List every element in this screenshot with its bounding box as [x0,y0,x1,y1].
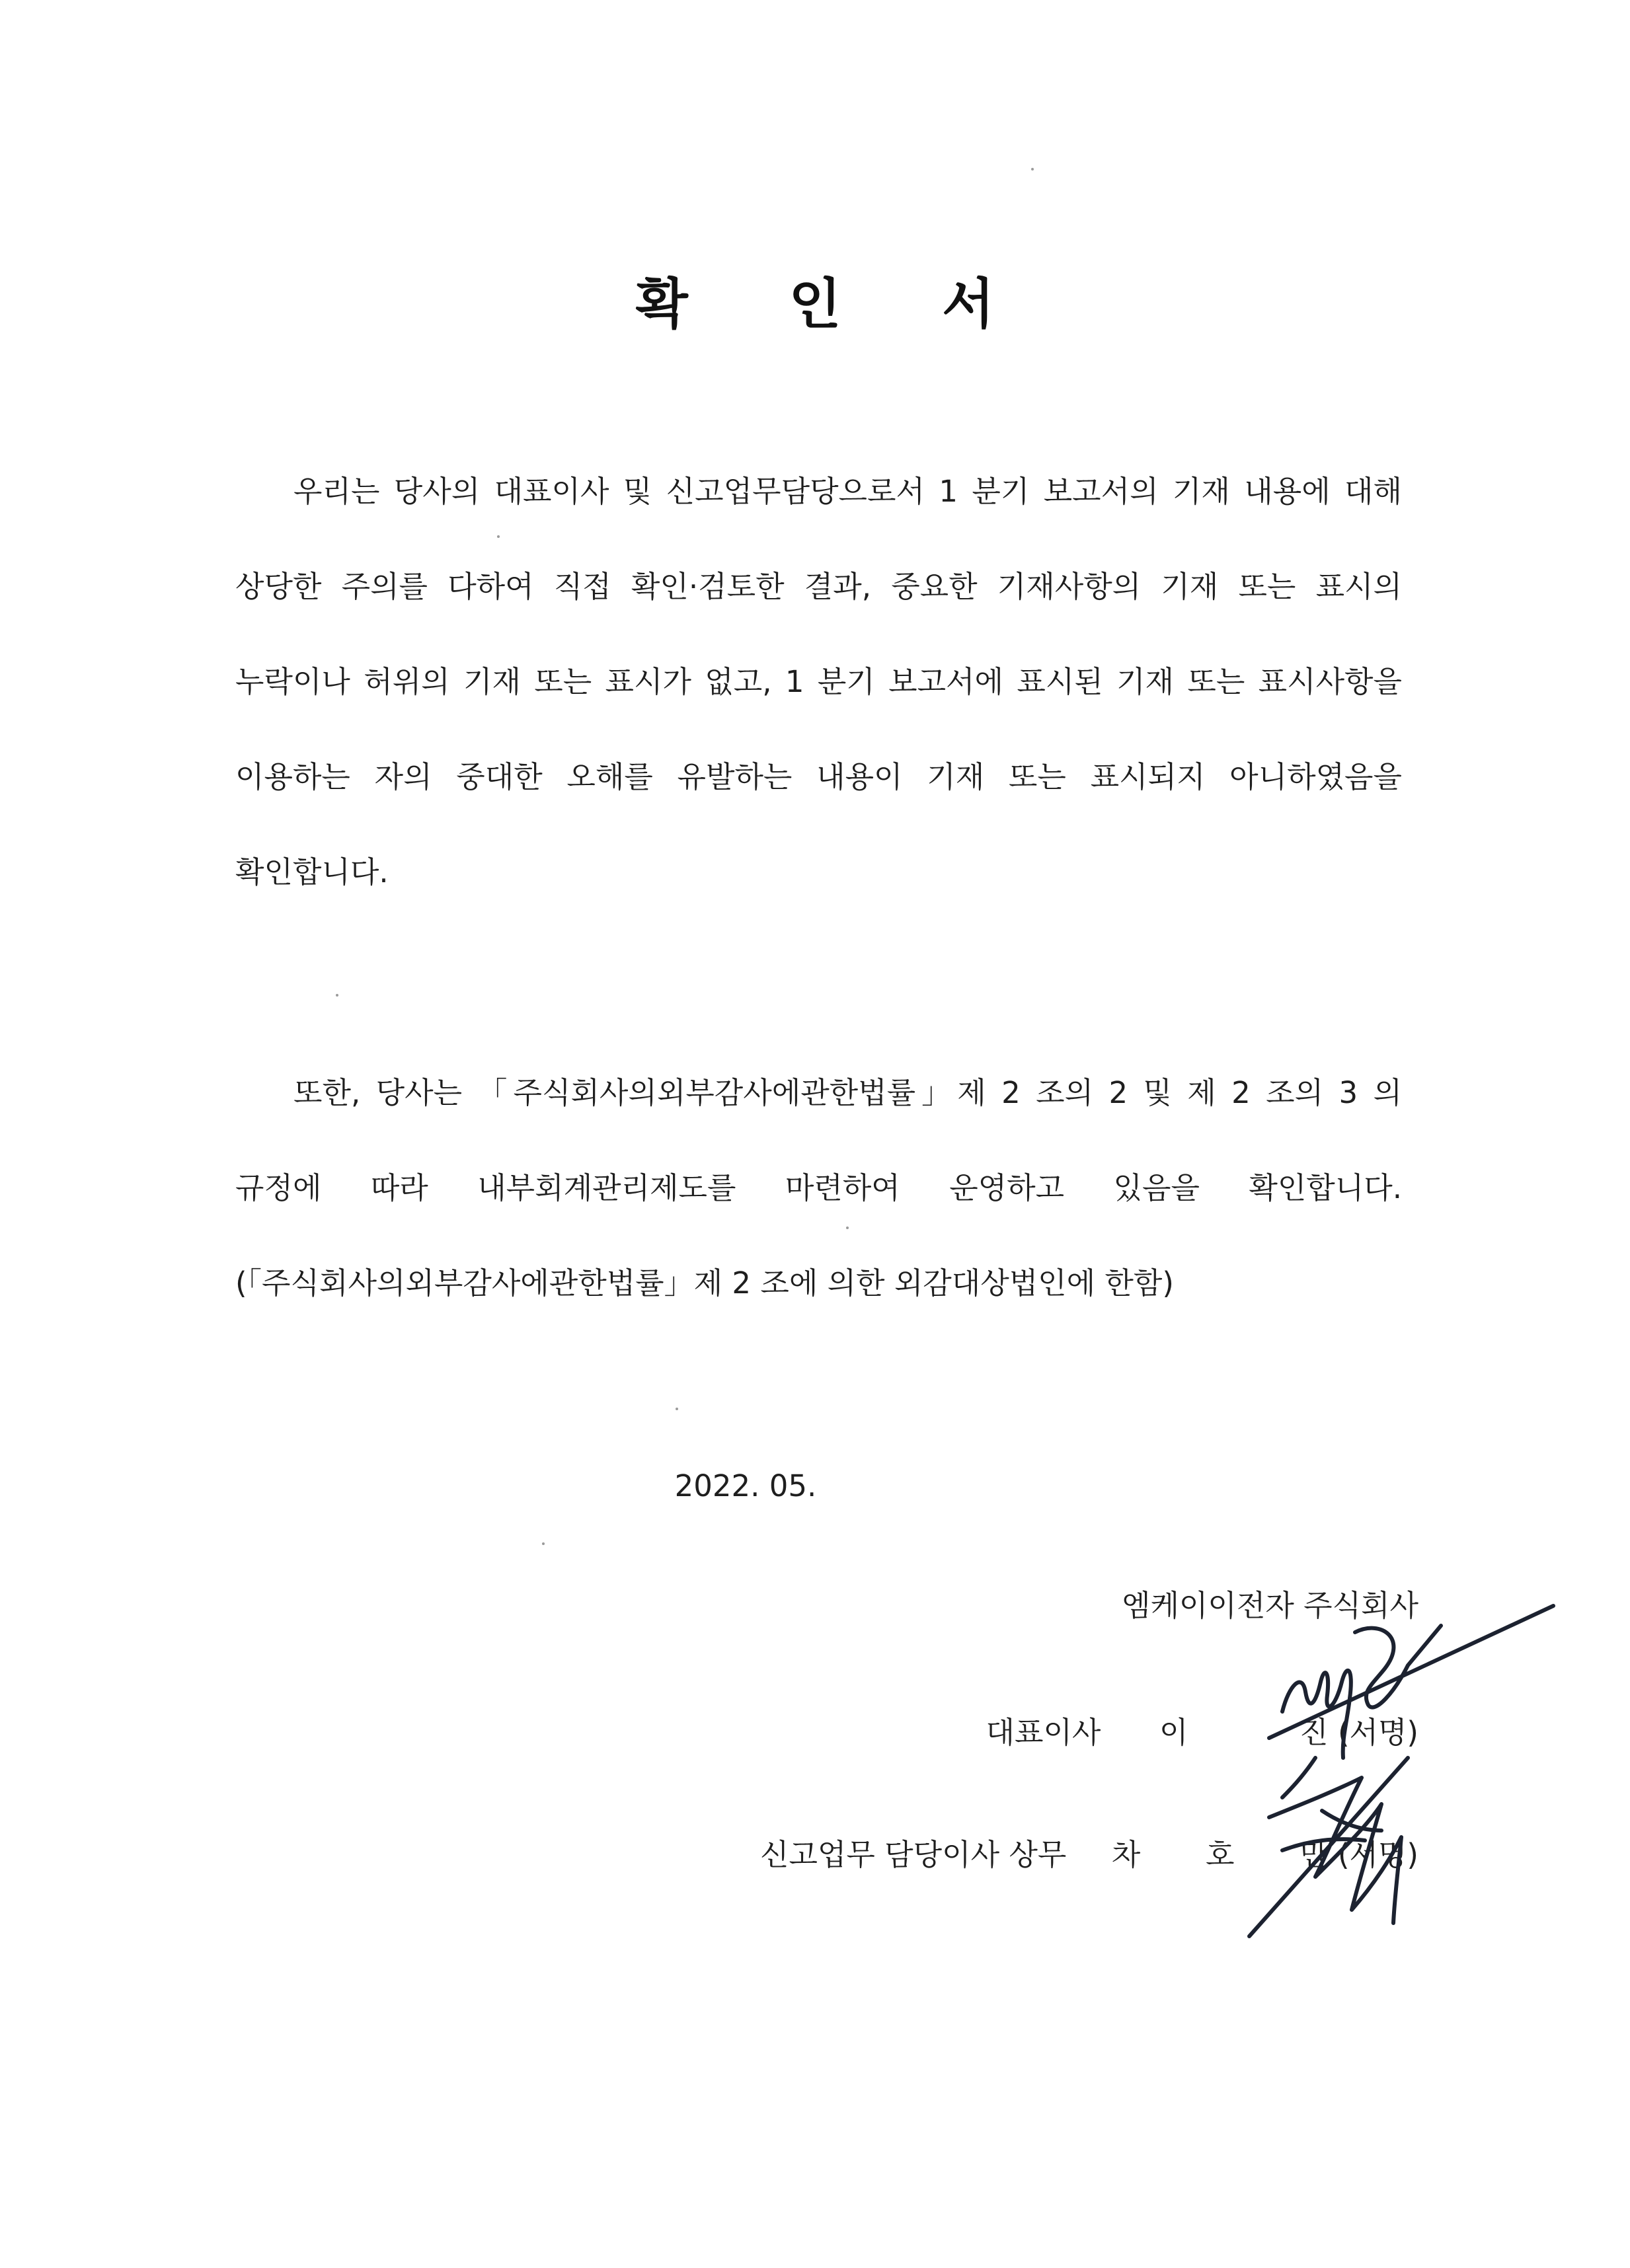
officer-signature-line [760,1831,1418,1873]
scan-speck [1031,168,1034,170]
document-title: 확 인 서 [635,273,1036,336]
officer-title: 신고업무 담당이사 상무 [759,1837,1067,1872]
ceo-sign-note: (서명) [1337,1715,1418,1750]
scan-speck [542,1542,545,1545]
internal-control-paragraph: 또한, 당사는 「주식회사의외부감사에관한법률」제 2 조의 2 및 제 2 조의 3 의 규정에 따라 내부회계관리제도를 마련하여 운영하고 있음을 확인합니다.(「주식회사의외부감사에관한법률」제 2 조에 의한 외감대상법인에 한함) [235,1075,1402,1301]
ceo-given-name: 진 [1300,1715,1329,1750]
scan-speck [676,1408,678,1410]
ceo-title: 대표이사 [986,1715,1101,1750]
scan-speck [336,994,338,997]
officer-name-part1: 차 [1111,1837,1141,1872]
officer-sign-note: (서명) [1337,1837,1418,1872]
confirmation-paragraph: 우리는 당사의 대표이사 및 신고업무담당으로서 1 분기 보고서의 기재 내용에 대해 상당한 주의를 다하여 직접 확인·검토한 결과, 중요한 기재사항의 기재 또는 표시의 누락이나 허위의 기재 또는 표시가 없고, 1 분기 보고서에 표시된 기재 또는 표시사항을 이용하는 자의 중대한 오해를 유발하는 내용이 기재 또는 표시되지 아니하였음을 확인합니다. [235,474,1402,889]
document-date: 2022. 05. [674,1468,817,1503]
ceo-surname: 이 [1159,1715,1188,1750]
ceo-handwritten-signature [1269,1606,1553,1797]
ceo-signature-line [986,1708,1418,1751]
company-name: 엠케이이전자 주식회사 [1121,1588,1418,1623]
officer-name-part3: 만 [1300,1837,1329,1872]
officer-name-part2: 호 [1206,1837,1235,1872]
